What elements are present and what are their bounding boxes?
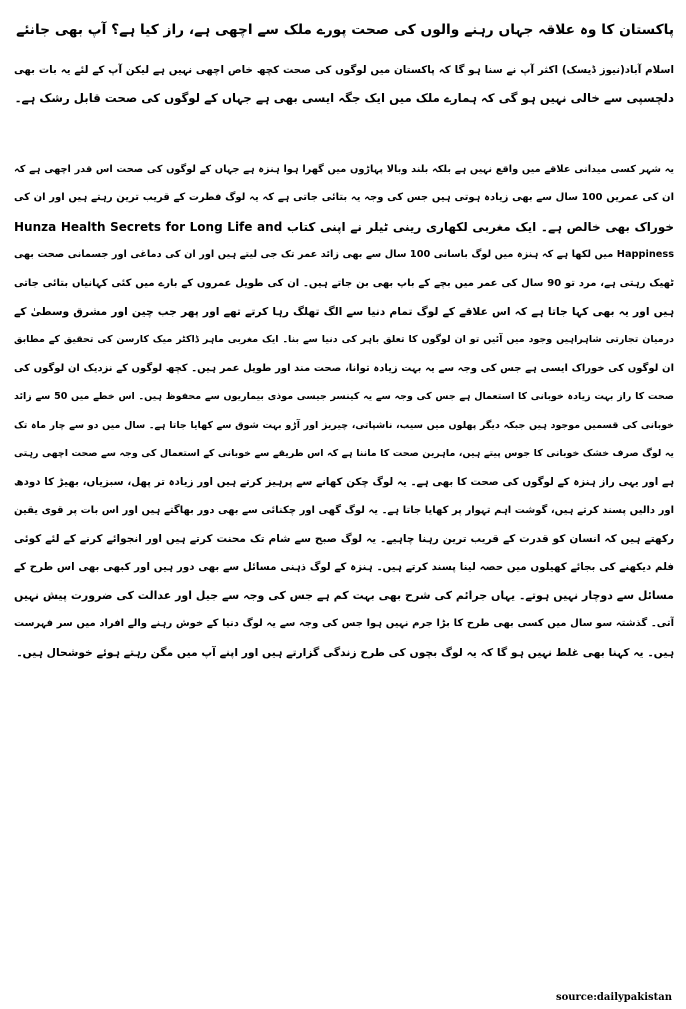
paragraph-line: Happiness میں لکھا ہے کہ ہنزہ میں لوگ باسانی 100 سال سے بھی زائد عمر تک جی لیتے ہیں اور ان کی دماغی اور جسمانی صحت بھی <box>14 249 674 261</box>
paragraph-line: ہیں۔ یہ کہنا بھی غلط نہیں ہو گا کہ یہ لوگ بچوں کی طرح زندگی گزارتے ہیں اور اپنے آپ میں مگن رہتے ہوئے خوشحال ہیں۔ <box>16 645 674 659</box>
headline: پاکستان کا وہ علاقہ جہاں رہنے والوں کی صحت پورے ملک سے اچھی ہے، راز کیا ہے؟ آپ بھی جانئے <box>16 22 674 38</box>
paragraph-line: یہ لوگ صرف خشک خوبانی کا جوس پیتے ہیں، ماہرین صحت کا ماننا ہے کہ اس طریقے سے خوبانی کے استعمال کی وجہ سے صحت اچھی رہتی <box>14 447 674 459</box>
paragraph-line: دلچسپی سے خالی نہیں ہو گی کہ ہمارے ملک میں ایک جگہ ایسی بھی ہے جہاں کے لوگوں کی صحت قابل رشک ہے۔ <box>14 91 674 106</box>
paragraph-line: خوبانی کی قسمیں موجود ہیں جبکہ دیگر پھلوں میں سیب، ناشپاتی، چیریز اور آڑو بہت شوق سے کھایا جاتا ہے۔ سال میں دو سے چار ماہ تک <box>14 419 674 431</box>
paragraph-line: خوراک بھی خالص ہے۔ ایک مغربی لکھاری رینی ٹیلر نے اپنی کتاب Hunza Health Secrets for Long Life and <box>14 219 674 234</box>
paragraph-line: ہیں اور یہ بھی کہا جاتا ہے کہ اس علاقے کے لوگ تمام دنیا سے الگ تھلگ رہا کرتے تھے اور پھر جب چین اور مشرق وسطیٰ کے <box>14 304 674 318</box>
paragraph-line: اسلام آباد(نیوز ڈیسک) اکثر آپ نے سنا ہو گا کہ پاکستان میں لوگوں کی صحت کچھ خاص اچھی نہیں ہے لیکن آپ کے لئے یہ بات بھی <box>14 64 674 76</box>
body-paragraph <box>14 156 674 667</box>
paragraph-line: اور دالیں پسند کرتے ہیں، گوشت اہم تہوار پر کھایا جاتا ہے۔ یہ لوگ گھی اور چکنائی سے بھی دور بھاگتے ہیں اور اس بات پر قوی یقین <box>14 504 674 516</box>
paragraph-line: رکھتے ہیں کہ انسان کو قدرت کے قریب ترین رہنا چاہیے۔ یہ لوگ صبح سے شام تک محنت کرتے ہیں اور انجوائے کرنے کے لئے کوئی <box>14 533 674 546</box>
paragraph-line: صحت کا راز بہت زیادہ خوبانی کا استعمال ہے جس کی وجہ سے یہ کینسر جیسی موذی بیماریوں سے محفوظ ہیں۔ اس خطے میں 50 سے زائد <box>14 391 674 403</box>
source-credit: source:dailypakistan <box>555 992 672 1003</box>
intro-paragraph <box>14 56 674 113</box>
paragraph-line: درمیان تجارتی شاہراہیں وجود میں آئیں تو ان لوگوں کا تعلق باہر کی دنیا سے بنا۔ ایک مغربی ماہر ڈاکٹر میک کارسن کی تحقیق کے مطابق <box>14 334 674 346</box>
paragraph-line: یہ شہر کسی میدانی علاقے میں واقع نہیں ہے بلکہ بلند وبالا پہاڑوں میں گھرا ہوا ہنزہ ہے جہاں کے لوگوں کی صحت اس قدر اچھی ہے کہ <box>14 164 674 175</box>
paragraph-line: ان کی عمریں 100 سال سے بھی زیادہ ہوتی ہیں جس کی وجہ یہ بتائی جاتی ہے کہ یہ لوگ فطرت کے قریب ترین رہتے ہیں اور ان کی <box>14 192 674 204</box>
paragraph-line: ہے اور یہی راز ہنزہ کے لوگوں کی صحت کا بھی ہے۔ یہ لوگ چکن کھانے سے پرہیز کرتے ہیں اور زیادہ تر پھل، سبزیاں، بھیڑ کا دودھ <box>14 476 674 489</box>
paragraph-line: ٹھیک رہتی ہے، مرد تو 90 سال کی عمر میں بچے کے باپ بھی بن جاتے ہیں۔ ان کی طویل عمروں کے بارے میں کئی کہانیاں بتائی جاتی <box>14 277 674 289</box>
paragraph-line: ان لوگوں کی خوراک ایسی ہے جس کی وجہ سے یہ بہت زیادہ توانا، صحت مند اور طویل عمر ہیں۔ کچھ لوگوں کے نزدیک ان لوگوں کی <box>14 362 674 374</box>
paragraph-line: مسائل سے دوچار نہیں ہوتے۔ یہاں جرائم کی شرح بھی بہت کم ہے جس کی وجہ سے جیل اور عدالت کی ضرورت پیش نہیں <box>14 588 674 602</box>
paragraph-line: آتی۔ گذشتہ سو سال میں کسی بھی طرح کا بڑا جرم نہیں ہوا جس کی وجہ سے یہ لوگ دنیا کے خوش رہنے والے افراد میں سر فہرست <box>14 618 674 630</box>
paragraph-line: فلم دیکھنے کی بجائے کھیلوں میں حصہ لینا پسند کرتے ہیں۔ ہنزہ کے لوگ ذہنی مسائل سے بھی دور ہیں اور کبھی بھی اس طرح کے <box>14 561 674 574</box>
